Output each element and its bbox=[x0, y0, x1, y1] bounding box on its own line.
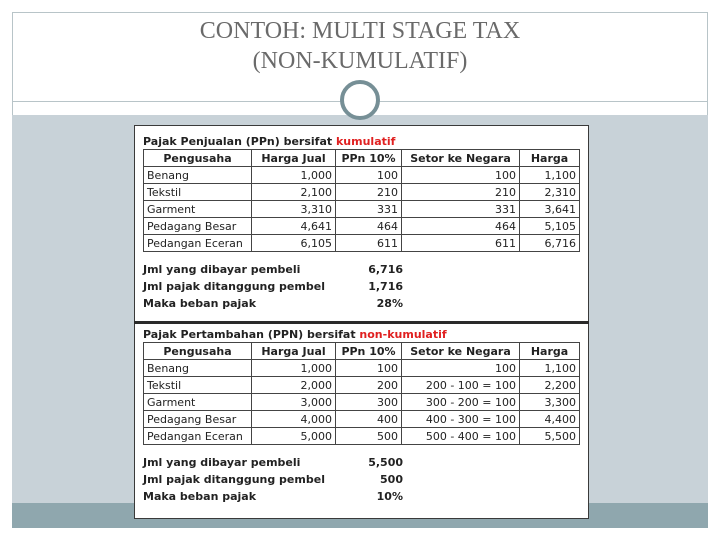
summary-row bbox=[143, 471, 403, 488]
table-cell: 331 bbox=[402, 201, 520, 218]
non-kumulatif-table bbox=[143, 342, 580, 445]
table-cell: 210 bbox=[402, 184, 520, 201]
table-cell: 5,000 bbox=[252, 428, 336, 445]
table-row bbox=[144, 377, 580, 394]
table-cell: 210 bbox=[336, 184, 402, 201]
table-cell: 3,310 bbox=[252, 201, 336, 218]
row-label: Garment bbox=[144, 394, 252, 411]
table-row bbox=[144, 167, 580, 184]
table-row bbox=[144, 218, 580, 235]
table-cell: 611 bbox=[402, 235, 520, 252]
table-cell: 100 bbox=[336, 360, 402, 377]
non-kumulatif-panel bbox=[143, 328, 583, 505]
column-header: Harga Jual bbox=[252, 343, 336, 360]
summary-value: 28% bbox=[376, 297, 403, 310]
summary-value: 5,500 bbox=[368, 456, 403, 469]
non-kumulatif-table-body bbox=[144, 360, 580, 445]
table-cell: 3,641 bbox=[520, 201, 580, 218]
table-cell: 6,105 bbox=[252, 235, 336, 252]
table-cell: 4,641 bbox=[252, 218, 336, 235]
row-label: Tekstil bbox=[144, 377, 252, 394]
table-cell: 2,000 bbox=[252, 377, 336, 394]
table-cell: 4,000 bbox=[252, 411, 336, 428]
row-label: Pedagang Besar bbox=[144, 411, 252, 428]
summary-row bbox=[143, 261, 403, 278]
table-cell: 464 bbox=[402, 218, 520, 235]
table-cell: 400 - 300 = 100 bbox=[402, 411, 520, 428]
summary-label: Jml yang dibayar pembeli bbox=[143, 263, 301, 276]
table-row bbox=[144, 184, 580, 201]
table-row bbox=[144, 394, 580, 411]
table-cell: 331 bbox=[336, 201, 402, 218]
column-header: Harga Jual bbox=[252, 150, 336, 167]
summary-value: 10% bbox=[376, 490, 403, 503]
summary-label: Maka beban pajak bbox=[143, 297, 257, 310]
row-label: Pedangan Eceran bbox=[144, 428, 252, 445]
summary-label: Maka beban pajak bbox=[143, 490, 257, 503]
kumulatif-table bbox=[143, 149, 580, 252]
table-row bbox=[144, 360, 580, 377]
summary-value: 500 bbox=[380, 473, 403, 486]
column-header: PPn 10% bbox=[336, 343, 402, 360]
table-cell: 1,000 bbox=[252, 360, 336, 377]
table-cell: 1,100 bbox=[520, 167, 580, 184]
row-label: Benang bbox=[144, 360, 252, 377]
row-label: Garment bbox=[144, 201, 252, 218]
table-cell: 3,000 bbox=[252, 394, 336, 411]
column-header: Pengusaha bbox=[144, 150, 252, 167]
column-header: Harga bbox=[520, 343, 580, 360]
table-cell: 300 - 200 = 100 bbox=[402, 394, 520, 411]
column-header: Harga bbox=[520, 150, 580, 167]
kumulatif-heading-text: Pajak Penjualan (PPn) bersifat bbox=[143, 135, 336, 148]
summary-label: Jml yang dibayar pembeli bbox=[143, 456, 301, 469]
summary-row bbox=[143, 278, 403, 295]
table-cell: 300 bbox=[336, 394, 402, 411]
table-cell: 3,300 bbox=[520, 394, 580, 411]
table-header-row bbox=[144, 343, 580, 360]
column-header: PPn 10% bbox=[336, 150, 402, 167]
row-label: Tekstil bbox=[144, 184, 252, 201]
table-cell: 100 bbox=[402, 167, 520, 184]
table-row bbox=[144, 411, 580, 428]
table-cell: 4,400 bbox=[520, 411, 580, 428]
row-label: Pedangan Eceran bbox=[144, 235, 252, 252]
kumulatif-summary bbox=[143, 261, 403, 312]
row-label: Benang bbox=[144, 167, 252, 184]
table-row bbox=[144, 428, 580, 445]
column-header: Setor ke Negara bbox=[402, 343, 520, 360]
summary-row bbox=[143, 454, 403, 471]
table-cell: 464 bbox=[336, 218, 402, 235]
panel-divider bbox=[134, 321, 589, 324]
table-cell: 1,000 bbox=[252, 167, 336, 184]
kumulatif-panel bbox=[143, 135, 583, 312]
table-cell: 200 bbox=[336, 377, 402, 394]
table-cell: 5,500 bbox=[520, 428, 580, 445]
non-kumulatif-heading bbox=[143, 328, 583, 342]
kumulatif-heading bbox=[143, 135, 583, 149]
table-row bbox=[144, 235, 580, 252]
slide-title-line-1: CONTOH: MULTI STAGE TAX bbox=[199, 18, 521, 44]
kumulatif-table-body bbox=[144, 167, 580, 252]
table-cell: 500 - 400 = 100 bbox=[402, 428, 520, 445]
table-row bbox=[144, 201, 580, 218]
summary-value: 1,716 bbox=[368, 280, 403, 293]
table-cell: 1,100 bbox=[520, 360, 580, 377]
summary-value: 6,716 bbox=[368, 263, 403, 276]
table-cell: 500 bbox=[336, 428, 402, 445]
non-kumulatif-heading-highlight: non-kumulatif bbox=[359, 328, 447, 341]
non-kumulatif-summary bbox=[143, 454, 403, 505]
non-kumulatif-heading-text: Pajak Pertambahan (PPN) bersifat bbox=[143, 328, 360, 341]
summary-label: Jml pajak ditanggung pembel bbox=[143, 473, 325, 486]
kumulatif-heading-highlight: kumulatif bbox=[335, 135, 396, 148]
summary-row bbox=[143, 295, 403, 312]
circle-ornament-icon bbox=[340, 80, 380, 120]
slide-title bbox=[12, 16, 708, 76]
table-cell: 611 bbox=[336, 235, 402, 252]
table-cell: 100 bbox=[336, 167, 402, 184]
column-header: Pengusaha bbox=[144, 343, 252, 360]
table-cell: 2,310 bbox=[520, 184, 580, 201]
row-label: Pedagang Besar bbox=[144, 218, 252, 235]
column-header: Setor ke Negara bbox=[402, 150, 520, 167]
slide-title-line-2: (NON-KUMULATIF) bbox=[252, 48, 468, 74]
table-cell: 2,200 bbox=[520, 377, 580, 394]
table-header-row bbox=[144, 150, 580, 167]
table-cell: 100 bbox=[402, 360, 520, 377]
table-cell: 400 bbox=[336, 411, 402, 428]
summary-label: Jml pajak ditanggung pembel bbox=[143, 280, 325, 293]
table-cell: 5,105 bbox=[520, 218, 580, 235]
table-cell: 2,100 bbox=[252, 184, 336, 201]
table-cell: 6,716 bbox=[520, 235, 580, 252]
table-cell: 200 - 100 = 100 bbox=[402, 377, 520, 394]
summary-row bbox=[143, 488, 403, 505]
